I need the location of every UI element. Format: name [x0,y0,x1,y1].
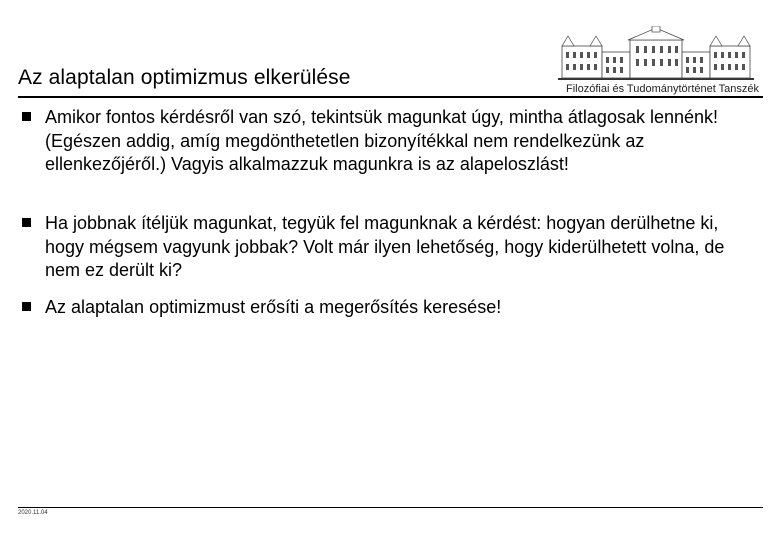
logo-caption: Filozófiai és Tudománytörténet Tanszék [566,83,760,95]
bullet-text: Az alaptalan optimizmust erősíti a megerősítés keresése! [45,297,502,317]
footer-divider [18,507,763,508]
title-divider [18,96,763,98]
bullet-text: Ha jobbnak ítéljük magunkat, tegyük fel magunknak a kérdést: hogyan derülhetne ki, hogy mégsem vagyunk jobbak? Volt már ilyen lehetőség, hogy kiderülhetett volna, de nem ez derült ki? [45,213,725,280]
square-bullet-icon [22,218,31,227]
square-bullet-icon [22,112,31,121]
square-bullet-icon [22,302,31,311]
footer-date: 2020.11.04 [18,510,48,516]
bullet-text: Amikor fontos kérdésről van szó, tekintsük magunkat úgy, mintha átlagosak lennénk! (Egészen addig, amíg megdönthetetlen bizonyítékkal nem rendelkezünk az ellenkezőjéről.) Vagyis alkalmazzuk magunkra is az alapeloszlást! [45,107,719,174]
slide-title: Az alaptalan optimizmus elkerülése [18,66,351,89]
